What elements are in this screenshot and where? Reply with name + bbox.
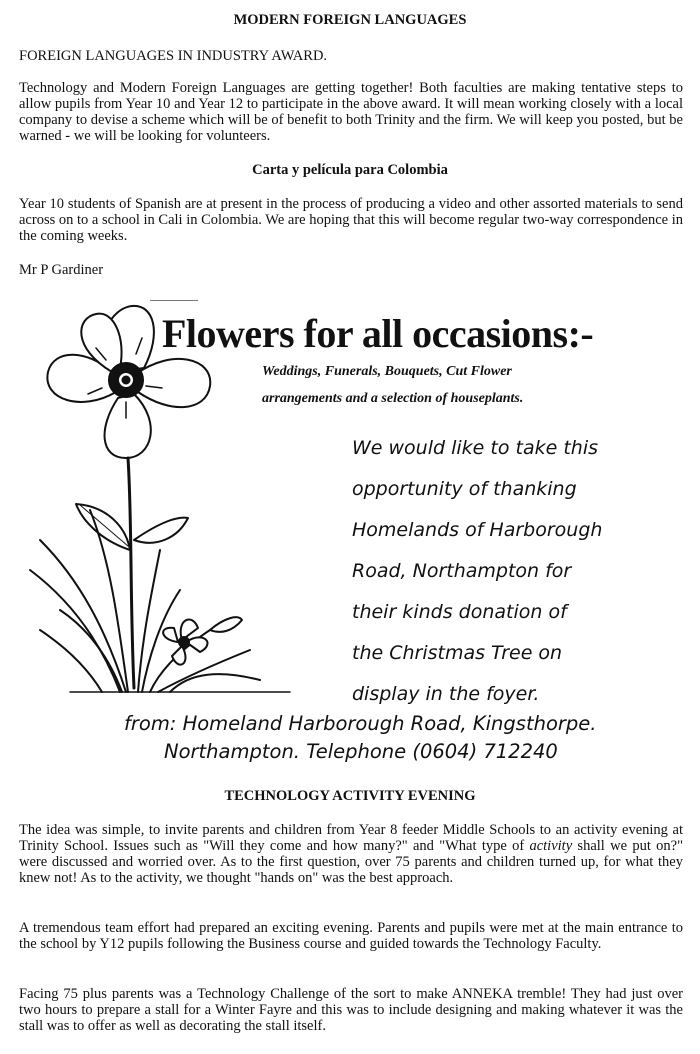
section-heading-technology: TECHNOLOGY ACTIVITY EVENING (224, 788, 476, 804)
paragraph-technology-1: The idea was simple, to invite parents and children from Year 8 feeder Middle Schools to an activity evening at Trinity School. Issues such as "Will they come and how many?" and "What type of activity shall we put on?" were discussed and worried over. As to the first question, over 75 parents and children turned up, for what they knew not! As to the activity, we thought "hands on" was the best approach. (19, 822, 684, 886)
from-address: from: Homeland Harborough Road, Kingsthorpe. (124, 712, 597, 735)
section-heading-mfl: MODERN FOREIGN LANGUAGES (233, 12, 467, 28)
paragraph-award: Technology and Modern Foreign Languages are getting together! Both faculties are making tentative steps to allow pupils from Year 10 and Year 12 to participate in the above award. It will mean working closely with a local company to devise a scheme which will be of benefit to both Trinity and the firm. We will keep you posted, but be warned - we will be looking for volunteers. (19, 80, 683, 144)
thanks-message (352, 428, 682, 715)
thanks-line: Homelands of Harborough (352, 519, 603, 541)
thanks-line: We would like to take this (352, 437, 598, 459)
thanks-line: opportunity of thanking (352, 478, 577, 500)
subheading-award: FOREIGN LANGUAGES IN INDUSTRY AWARD. (19, 48, 328, 64)
signature: Mr P Gardiner (19, 262, 104, 278)
telephone: Northampton. Telephone (0604) 712240 (164, 740, 558, 763)
paragraph-technology-3: Facing 75 plus parents was a Technology Challenge of the sort to make ANNEKA tremble! They had just over two hours to prepare a stall for a Winter Fayre and this was to include designing and making whatever it was the stall was to offer as well as decorating the stall itself. (19, 986, 683, 1034)
thanks-line: their kinds donation of (352, 601, 567, 623)
flyer-title: Flowers for all occasions:- (162, 311, 594, 356)
heading-spanish: Carta y película para Colombia (252, 162, 448, 178)
flyer-services: Weddings, Funerals, Bouquets, Cut Flower arrangements and a selection of houseplants. (262, 364, 524, 406)
thanks-line: the Christmas Tree on (352, 642, 563, 664)
thanks-line: display in the foyer. (352, 683, 540, 705)
paragraph-spanish: Year 10 students of Spanish are at present in the process of producing a video and other assorted materials to send across on to a school in Cali in Colombia. We are hoping that this will become regular two-way correspondence in the coming weeks. (19, 196, 683, 244)
thanks-line: Road, Northampton for (352, 560, 572, 582)
paragraph-technology-2: A tremendous team effort had prepared an exciting evening. Parents and pupils were met at the main entrance to the school by Y12 pupils following the Business course and guided towards the Technology Faculty. (19, 920, 683, 952)
